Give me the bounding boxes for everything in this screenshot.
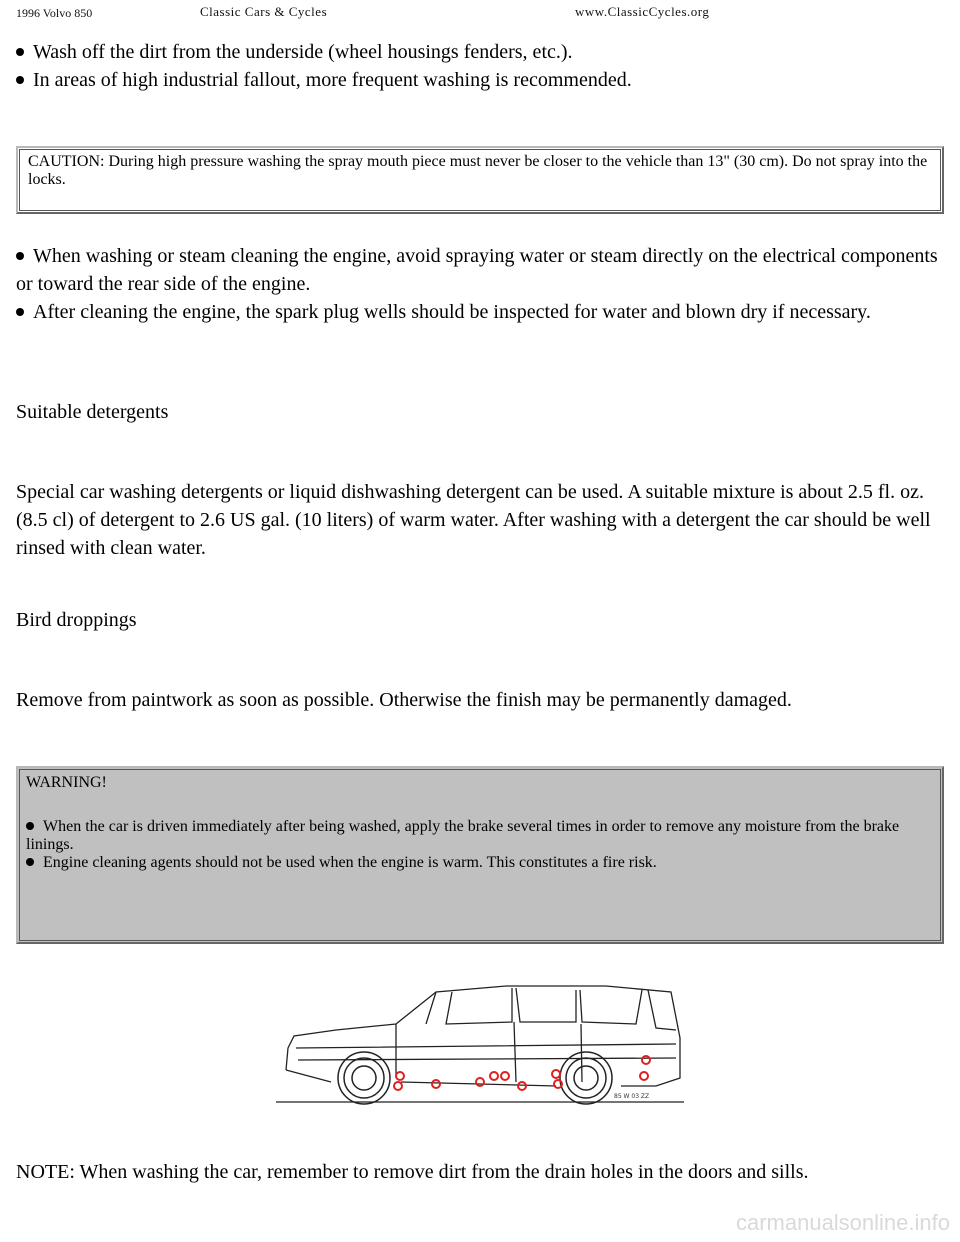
bird-droppings-body: Remove from paintwork as soon as possible. Otherwise the finish may be permanently damaged. <box>16 689 792 711</box>
bullet-dot-icon <box>26 822 34 830</box>
document-title: 1996 Volvo 850 <box>16 6 93 20</box>
warning-title: WARNING! <box>26 774 107 791</box>
bullet-dot-icon <box>16 76 24 84</box>
detergents-heading: Suitable detergents <box>16 401 169 423</box>
site-url: www.ClassicCycles.org <box>575 4 710 19</box>
site-name: Classic Cars & Cycles <box>200 4 328 19</box>
list-item: After cleaning the engine, the spark plug wells should be inspected for water and blown dry if necessary. <box>16 298 944 326</box>
warning-box <box>16 766 944 944</box>
list-item: Wash off the dirt from the underside (wheel housings fenders, etc.). <box>16 38 944 66</box>
list-item: In areas of high industrial fallout, more frequent washing is recommended. <box>16 66 944 94</box>
car-outline <box>276 986 684 1102</box>
top-bullet-list <box>16 38 944 94</box>
note-text: NOTE: When washing the car, remember to remove dirt from the drain holes in the doors and sills. <box>16 1161 809 1183</box>
figure-code: 85 W 03 ZZ <box>614 1093 650 1100</box>
watermark: carmanualsonline.info <box>735 1210 950 1235</box>
list-item: Engine cleaning agents should not be used when the engine is warm. This constitutes a fire risk. <box>26 854 934 872</box>
car-drain-holes-figure <box>276 978 684 1108</box>
caution-box <box>16 146 944 214</box>
bullet-dot-icon <box>16 252 24 260</box>
bird-droppings-heading: Bird droppings <box>16 609 137 631</box>
detergents-body: Special car washing detergents or liquid dishwashing detergent can be used. A suitable mixture is about 2.5 fl. oz. (8.5 cl) of detergent to 2.6 US gal. (10 liters) of warm water. After washing with a detergent the car should be well rinsed with clean water. <box>16 481 931 559</box>
caution-text: CAUTION: During high pressure washing the spray mouth piece must never be closer to the vehicle than 13" (30 cm). Do not spray into the locks. <box>28 153 928 188</box>
bullet-dot-icon <box>26 858 34 866</box>
bullet-dot-icon <box>16 308 24 316</box>
list-item: When washing or steam cleaning the engine, avoid spraying water or steam directly on the electrical components or toward the rear side of the engine. <box>16 245 938 295</box>
list-item: When the car is driven immediately after being washed, apply the brake several times in order to remove any moisture from the brake linings. <box>26 818 900 853</box>
bullet-dot-icon <box>16 48 24 56</box>
engine-bullet-list <box>16 242 944 326</box>
